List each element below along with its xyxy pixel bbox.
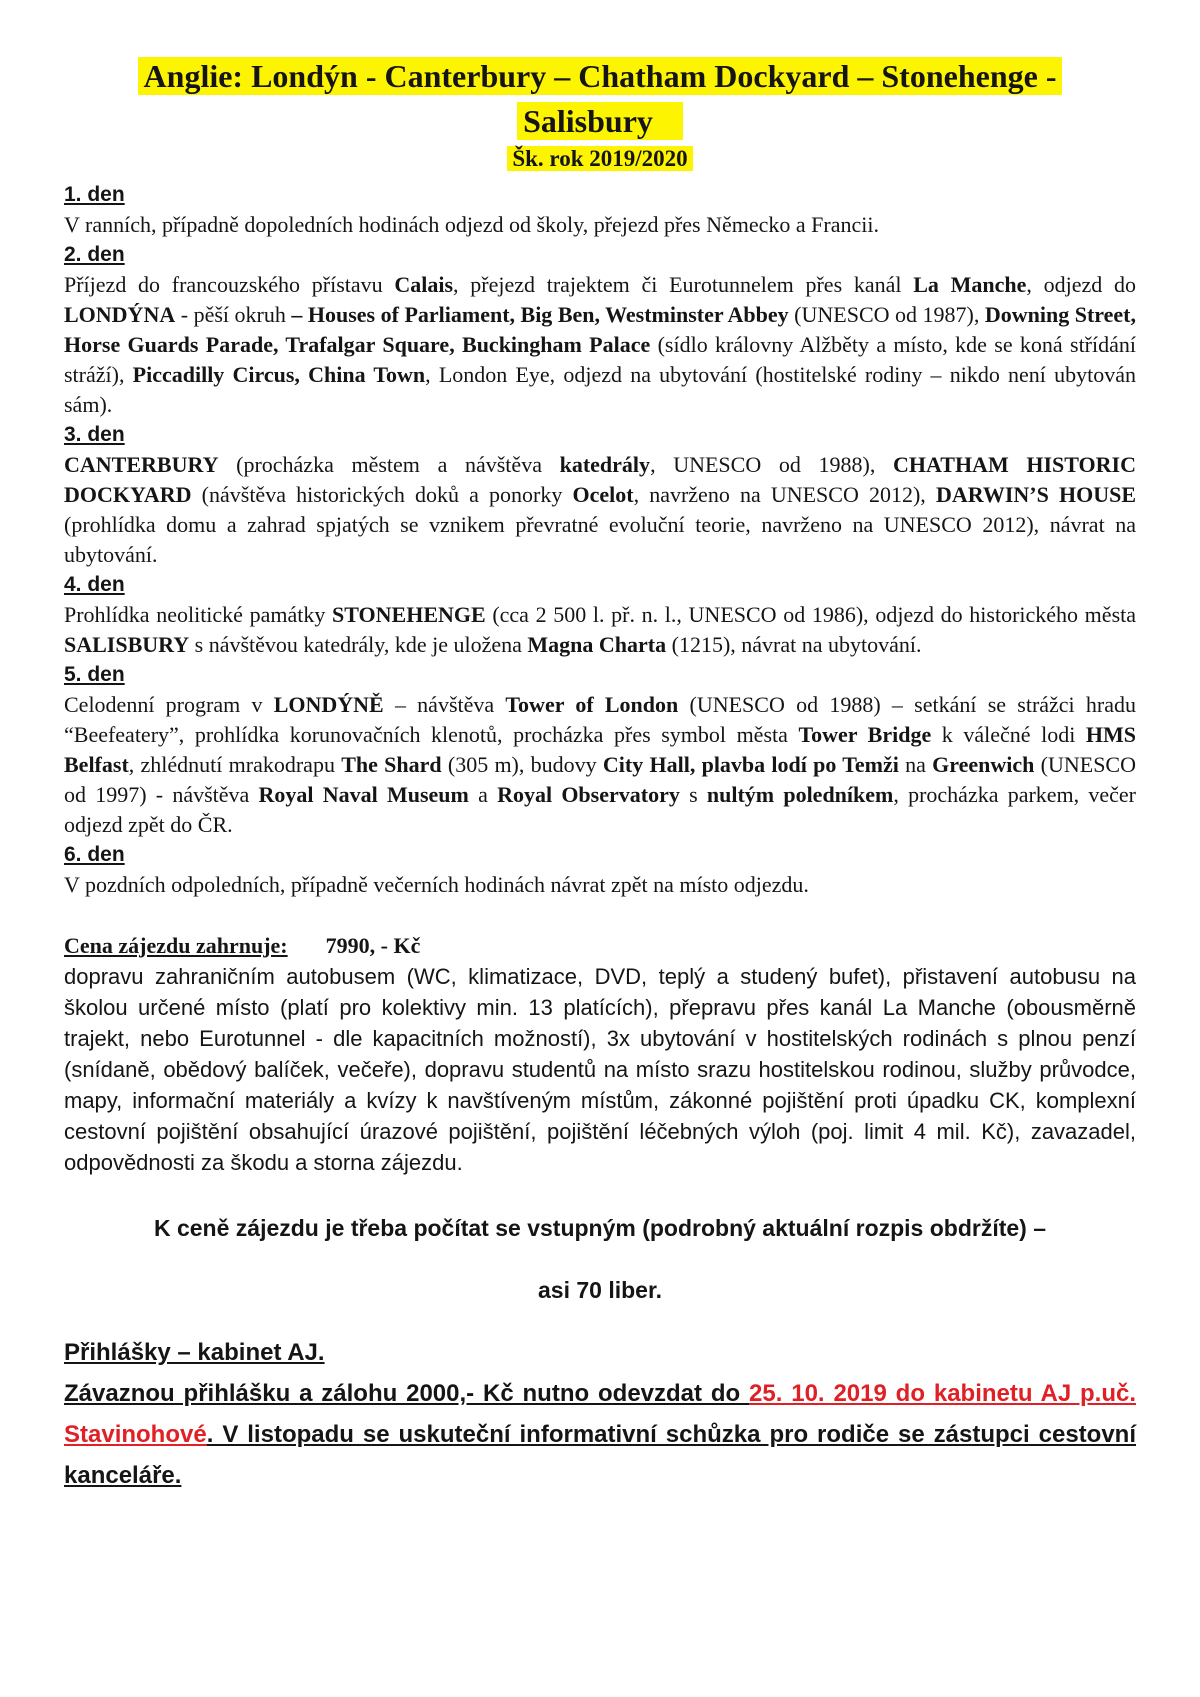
page-title (64, 54, 1136, 144)
day-label: 6. den (64, 843, 125, 866)
price-label: Cena zájezdu zahrnuje: (64, 933, 288, 958)
subtitle-highlight: Šk. rok 2019/2020 (507, 146, 692, 171)
day-description: V pozdních odpoledních, případně večerních hodinách návrat zpět na místo odjezdu. (64, 872, 809, 897)
school-year-subtitle (64, 144, 1136, 174)
signup-deadline-paragraph: Závaznou přihlášku a zálohu 2000,- Kč nutno odevzdat do 25. 10. 2019 do kabinetu AJ p.uč. Stavinohové. V listopadu se uskuteční informativní schůzka pro rodiče se zástupci cestovní kanceláře. (64, 1380, 1137, 1489)
day-label: 2. den (64, 243, 125, 266)
title-highlight: Anglie: Londýn - Canterbury – Chatham Dockyard – Stonehenge - (138, 57, 1063, 95)
page-title-line-1 (64, 54, 1136, 99)
day-section-3 (64, 420, 1136, 570)
day-section-5 (64, 660, 1136, 840)
day-label: 1. den (64, 183, 125, 206)
price-line (64, 930, 1136, 961)
day-description: Prohlídka neolitické památky STONEHENGE (cca 2 500 l. př. n. l., UNESCO od 1986), odjezd do historického města SALISBURY s návštěvou katedrály, kde je uložena Magna Charta (1215), návrat na ubytování. (64, 602, 1137, 657)
signup-heading (64, 1333, 1136, 1373)
day-description: V ranních, případně dopoledních hodinách odjezd od školy, přejezd přes Německo a Francii. (64, 212, 879, 237)
page-title-line-2 (64, 99, 1136, 144)
day-label: 5. den (64, 663, 125, 686)
title-highlight: Salisbury (517, 102, 683, 140)
day-label: 3. den (64, 423, 125, 446)
price-value: 7990, - Kč (325, 933, 421, 958)
day-section-4 (64, 570, 1136, 660)
entry-fee-note: K ceně zájezdu je třeba počítat se vstupným (podrobný aktuální rozpis obdržíte) – (153, 1215, 1047, 1241)
signup-heading-text: Přihlášky – kabinet AJ. (64, 1339, 325, 1366)
day-section-2 (64, 240, 1136, 420)
day-description: Příjezd do francouzského přístavu Calais, přejezd trajektem či Eurotunnelem přes kanál La Manche, odjezd do LONDÝNA - pěší okruh – Houses of Parliament, Big Ben, Westminster Abbey (UNESCO od 1987), Downing Street, Horse Guards Parade, Trafalgar Square, Buckingham Palace (sídlo královny Alžběty a místo, kde se koná střídání stráží), Piccadilly Circus, China Town, London Eye, odjezd na ubytování (hostitelské rodiny – nikdo není ubytován sám). (64, 272, 1136, 417)
day-description: Celodenní program v LONDÝNĚ – návštěva Tower of London (UNESCO od 1988) – setkání se strážci hradu “Beefeatery”, prohlídka korunovačních klenotů, procházka přes symbol města Tower Bridge k válečné lodi HMS Belfast, zhlédnutí mrakodrapu The Shard (305 m), budovy City Hall, plavba lodí po Temži na Greenwich (UNESCO od 1997) - návštěva Royal Naval Museum a Royal Observatory s nultým poledníkem, procházka parkem, večer odjezd zpět do ČR. (64, 692, 1137, 837)
day-section-1 (64, 180, 1136, 240)
day-label: 4. den (64, 573, 125, 596)
price-includes-paragraph: dopravu zahraničním autobusem (WC, klimatizace, DVD, teplý a studený bufet), přistavení autobusu na školou určené místo (platí pro kolektivy min. 13 platících), přepravu přes kanál La Manche (obousměrně trajekt, nebo Eurotunnel - dle kapacitních možností), 3x ubytování v hostitelských rodinách s plnou penzí (snídaně, obědový balíček, večeře), dopravu studentů na místo srazu hostitelskou rodinou, služby průvodce, mapy, informační materiály a kvízy k navštíveným místům, zákonné pojištění proti úpadku CK, komplexní cestovní pojištění obsahující úrazové pojištění, pojištění léčebných výloh (poj. limit 4 mil. Kč), zavazadel, odpovědnosti za škodu a storna zájezdu. (64, 964, 1136, 1175)
pounds-note: asi 70 liber. (537, 1277, 663, 1303)
day-section-6 (64, 840, 1136, 900)
day-description: CANTERBURY (procházka městem a návštěva katedrály, UNESCO od 1988), CHATHAM HISTORIC DOCKYARD (návštěva historických doků a ponorky Ocelot, navrženo na UNESCO 2012), DARWIN’S HOUSE (prohlídka domu a zahrad spjatých se vznikem převratné evoluční teorie, navrženo na UNESCO 2012), návrat na ubytování. (64, 452, 1137, 567)
